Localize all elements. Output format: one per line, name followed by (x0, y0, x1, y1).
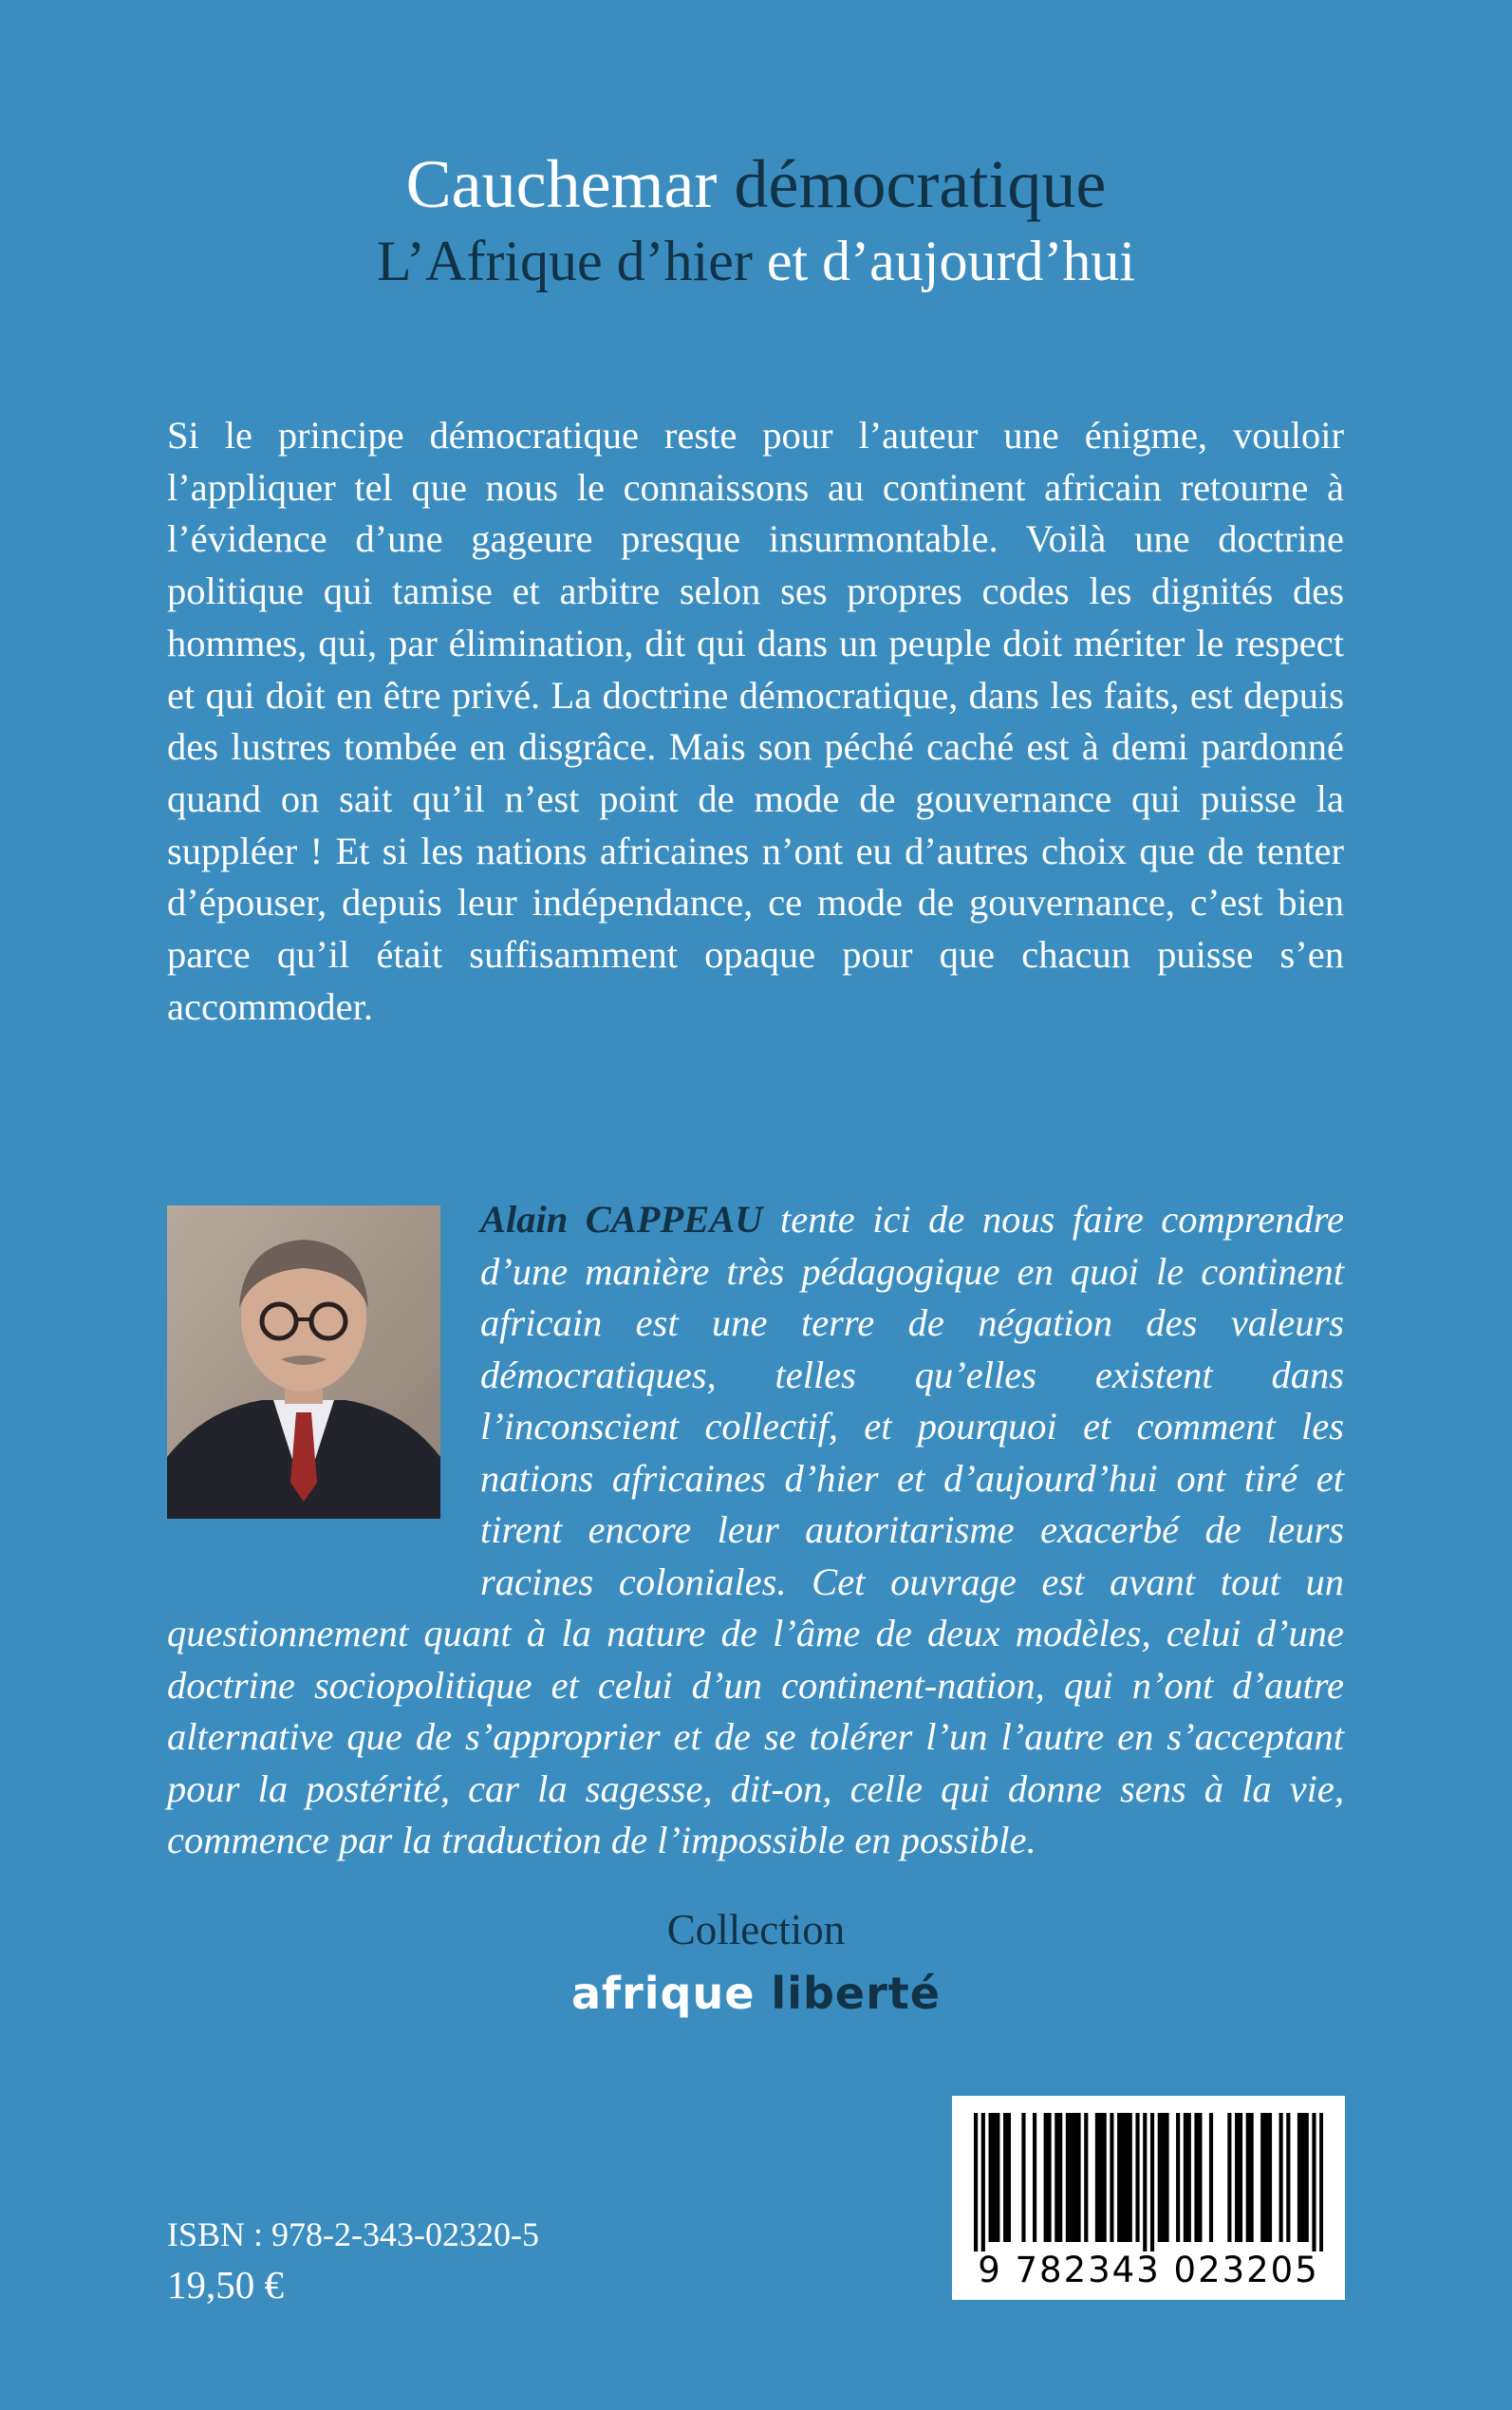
barcode-bar (1268, 2113, 1272, 2242)
barcode (952, 2096, 1345, 2300)
barcode-bar (1227, 2113, 1231, 2242)
collection-name-afrique: afrique (571, 1968, 756, 2019)
author-bio-text: tente ici de nous faire comprendre d’une manière très pédagogique en quoi le continent africain est une terre de négation des valeurs démocratiques, telles qu’elles existent dans l’inconscient collectif, et pourquoi et comment les nations africaines d’hier et d’aujourd’hui ont tiré et tirent encore leur autoritarisme exacerbé de leurs racines coloniales. Cet ouvrage est avant tout un questionnement quant à la nature de l’âme de deux modèles, celui d’une doctrine sociopolitique et celui d’un continent-nation, qui n’ont d’autre alternative que de s’approprier et de se tolérer l’un l’autre en s’acceptant pour la postérité, car la sagesse, dit-on, celle qui donne sens à la vie, commence par la traduction de l’impossible en possible. (167, 1198, 1344, 1861)
title-word-cauchemar: Cauchemar (405, 146, 735, 222)
barcode-bar (1312, 2113, 1316, 2251)
barcode-bar (988, 2113, 992, 2242)
barcode-bar (1033, 2113, 1036, 2242)
barcode-bar (1187, 2113, 1191, 2242)
barcode-bar (1073, 2113, 1077, 2242)
barcode-bar (1121, 2113, 1125, 2242)
title-block (0, 142, 1512, 296)
barcode-bar (1162, 2113, 1166, 2242)
barcode-bar (981, 2113, 985, 2251)
book-title (0, 142, 1512, 226)
barcode-bar (996, 2113, 999, 2242)
barcode-bar (1194, 2113, 1198, 2242)
collection-name-liberte: liberté (771, 1968, 941, 2019)
isbn: ISBN : 978-2-343-02320-5 (167, 2215, 539, 2253)
barcode-bar (1198, 2113, 1202, 2242)
barcode-bar (1003, 2113, 1007, 2242)
barcode-bar (1260, 2113, 1264, 2242)
barcode-bar (1286, 2113, 1290, 2242)
barcode-bar (1070, 2113, 1073, 2242)
barcode-bar (1125, 2113, 1129, 2242)
barcode-bar (1176, 2113, 1180, 2242)
subtitle-part-2: et d’aujourd’hui (752, 230, 1136, 292)
barcode-bar (1150, 2113, 1154, 2251)
barcode-bar (1058, 2113, 1062, 2242)
collection-label: Collection (666, 1906, 846, 1953)
barcode-bar (1007, 2113, 1011, 2242)
barcode-bar (1279, 2113, 1283, 2242)
barcode-bar (992, 2113, 996, 2242)
barcode-bar (1319, 2113, 1323, 2251)
barcode-bar (1250, 2113, 1254, 2242)
barcode-bar (1103, 2113, 1107, 2242)
barcode-bar (1297, 2113, 1301, 2242)
barcode-bar (1066, 2113, 1070, 2242)
title-word-democratique: démocratique (734, 146, 1107, 222)
barcode-bar (1135, 2113, 1139, 2242)
barcode-bar (1099, 2113, 1103, 2242)
barcode-bar (1158, 2113, 1162, 2242)
barcode-bar (1110, 2113, 1113, 2242)
barcode-bar (1305, 2113, 1309, 2242)
barcode-bar (1235, 2113, 1239, 2242)
barcode-bar (1184, 2113, 1187, 2242)
barcode-bar (1095, 2113, 1099, 2242)
barcode-bar (1165, 2113, 1168, 2242)
author-photo (167, 1205, 440, 1519)
barcode-bars (974, 2113, 1323, 2251)
barcode-bar (1044, 2113, 1048, 2242)
barcode-bar (974, 2113, 978, 2251)
barcode-bar (1055, 2113, 1058, 2242)
barcode-bar (1301, 2113, 1305, 2242)
barcode-bar (1076, 2113, 1080, 2242)
barcode-bar (1209, 2113, 1213, 2242)
book-subtitle (0, 226, 1512, 296)
barcode-bar (1239, 2113, 1242, 2242)
barcode-bar (1021, 2113, 1025, 2242)
subtitle-part-1: L’Afrique d’hier (376, 230, 753, 292)
book-summary: Si le principe démocratique reste pour l’auteur une énigme, vouloir l’appliquer tel que nous le connaissons au continent africain retourne à l’évidence d’une gageure presque insurmontable. Voilà une doctrine politique qui tamise et arbitre selon ses propres codes les dignités des hommes, qui, par élimination, dit qui dans un peuple doit mériter le respect et qui doit en être privé. La doctrine démocratique, dans les faits, est depuis des lustres tombée en disgrâce. Mais son péché caché est à demi pardonné quand on sait qu’il n’est point de mode de gouvernance qui puisse la suppléer ! Et si les nations africaines n’ont eu d’autres choix que de tenter d’épouser, depuis leur indépendance, ce mode de gouvernance, c’est bien parce qu’il était suffisamment opaque pour que chacun puisse s’en accommoder. (167, 414, 1344, 1028)
barcode-digits: 9 782343 023205 (978, 2250, 1319, 2290)
collection-name (0, 1965, 1512, 2022)
author-name: Alain CAPPEAU (480, 1198, 763, 1241)
barcode-bar (1084, 2113, 1088, 2242)
price: 19,50 € (167, 2263, 284, 2307)
barcode-bar (1117, 2113, 1121, 2242)
barcode-bar (1246, 2113, 1250, 2242)
barcode-bar (1143, 2113, 1147, 2251)
barcode-bar (1129, 2113, 1132, 2242)
author-portrait-image (167, 1205, 440, 1519)
barcode-bar (1047, 2113, 1051, 2242)
barcode-bar (1264, 2113, 1268, 2242)
